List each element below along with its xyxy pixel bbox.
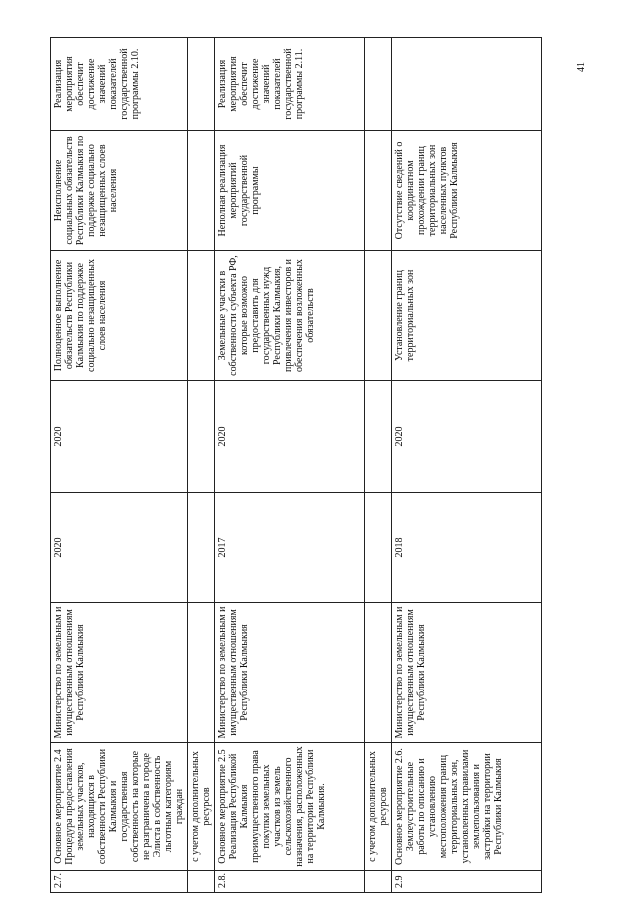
empty-cell [365, 131, 392, 251]
start-year: 2017 [215, 493, 365, 603]
activity-name: Основное мероприятие 2.4 Процедура предоставления земельных участков, находящихся в собственности Республики Калмыкия и государственная собственность на которые не разграничена в городе Элиста в собственность льготным категориям граждан [51, 743, 188, 871]
table-row [51, 38, 188, 893]
empty-cell [188, 251, 215, 381]
end-year: 2020 [51, 381, 188, 493]
executor: Министерство по земельным и имущественным отношениям Республики Калмыкия [51, 603, 188, 743]
empty-cell [188, 38, 215, 131]
empty-cell [365, 381, 392, 493]
empty-cell [188, 493, 215, 603]
empty-cell [365, 493, 392, 603]
activity-name: Основное мероприятие 2.5 Реализация Республикой Калмыкия преимущественного права покупки земельных участков из земель сельскохозяйственного назначения, расположенных на территории Республики Калмыкия. [215, 743, 365, 871]
indicator-link: Реализация мероприятия обеспечит достижение значений показателей государственной программы 2.11. [215, 38, 365, 131]
resources-note: с учетом дополнительных ресурсов [365, 743, 392, 871]
expected-result: Установление границ территориальных зон [392, 251, 542, 381]
empty-cell [365, 603, 392, 743]
end-year: 2020 [392, 381, 542, 493]
empty-cell [365, 251, 392, 381]
empty-cell [188, 131, 215, 251]
activity-name: Основное мероприятие 2.6. Землеустроительные работы по описанию и установлению местоположения границ территориальных зон, установленных правилами землепользования и застройки на территории Республики Калмыкия [392, 743, 542, 871]
expected-result: Земельные участки в собственности субъекта РФ, которые возможно предоставить для государственных нужд Республики Калмыкия, привлечения инвесторов и обеспечения возложенных обязательств [215, 251, 365, 381]
risk: Отсутствие сведений о координатном прохождении границ территориальных зон населенных пунктов Республики Калмыкия [392, 131, 542, 251]
empty-cell [188, 381, 215, 493]
start-year: 2018 [392, 493, 542, 603]
row-number: 2.7. [51, 871, 188, 893]
program-activities-table [50, 37, 542, 893]
row-number: 2.9 [392, 871, 542, 893]
risk: Неполная реализация мероприятий государственной программы [215, 131, 365, 251]
risk: Неисполнение социальных обязательств Республики Калмыкия по поддержке социально незащищенных слоев населения [51, 131, 188, 251]
table-row [215, 38, 365, 893]
resources-note: с учетом дополнительных ресурсов [188, 743, 215, 871]
empty-cell [188, 871, 215, 893]
start-year: 2020 [51, 493, 188, 603]
empty-cell [188, 603, 215, 743]
row-number: 2.8. [215, 871, 365, 893]
expected-result: Полноценное выполнение обязательств Республики Калмыкия по поддержке социально незащищенных слоев населения [51, 251, 188, 381]
indicator-link [392, 38, 542, 131]
executor: Министерство по земельным и имущественным отношениям Республики Калмыкия [215, 603, 365, 743]
page-number: 41 [576, 62, 587, 72]
indicator-link: Реализация мероприятия обеспечит достижение значений показателей государственной программы 2.10. [51, 38, 188, 131]
table-row [365, 38, 392, 893]
end-year: 2020 [215, 381, 365, 493]
table-row [188, 38, 215, 893]
executor: Министерство по земельным и имущественным отношениям Республики Калмыкия [392, 603, 542, 743]
rotated-page-content [50, 38, 570, 893]
empty-cell [365, 871, 392, 893]
empty-cell [365, 38, 392, 131]
table-row [392, 38, 542, 893]
